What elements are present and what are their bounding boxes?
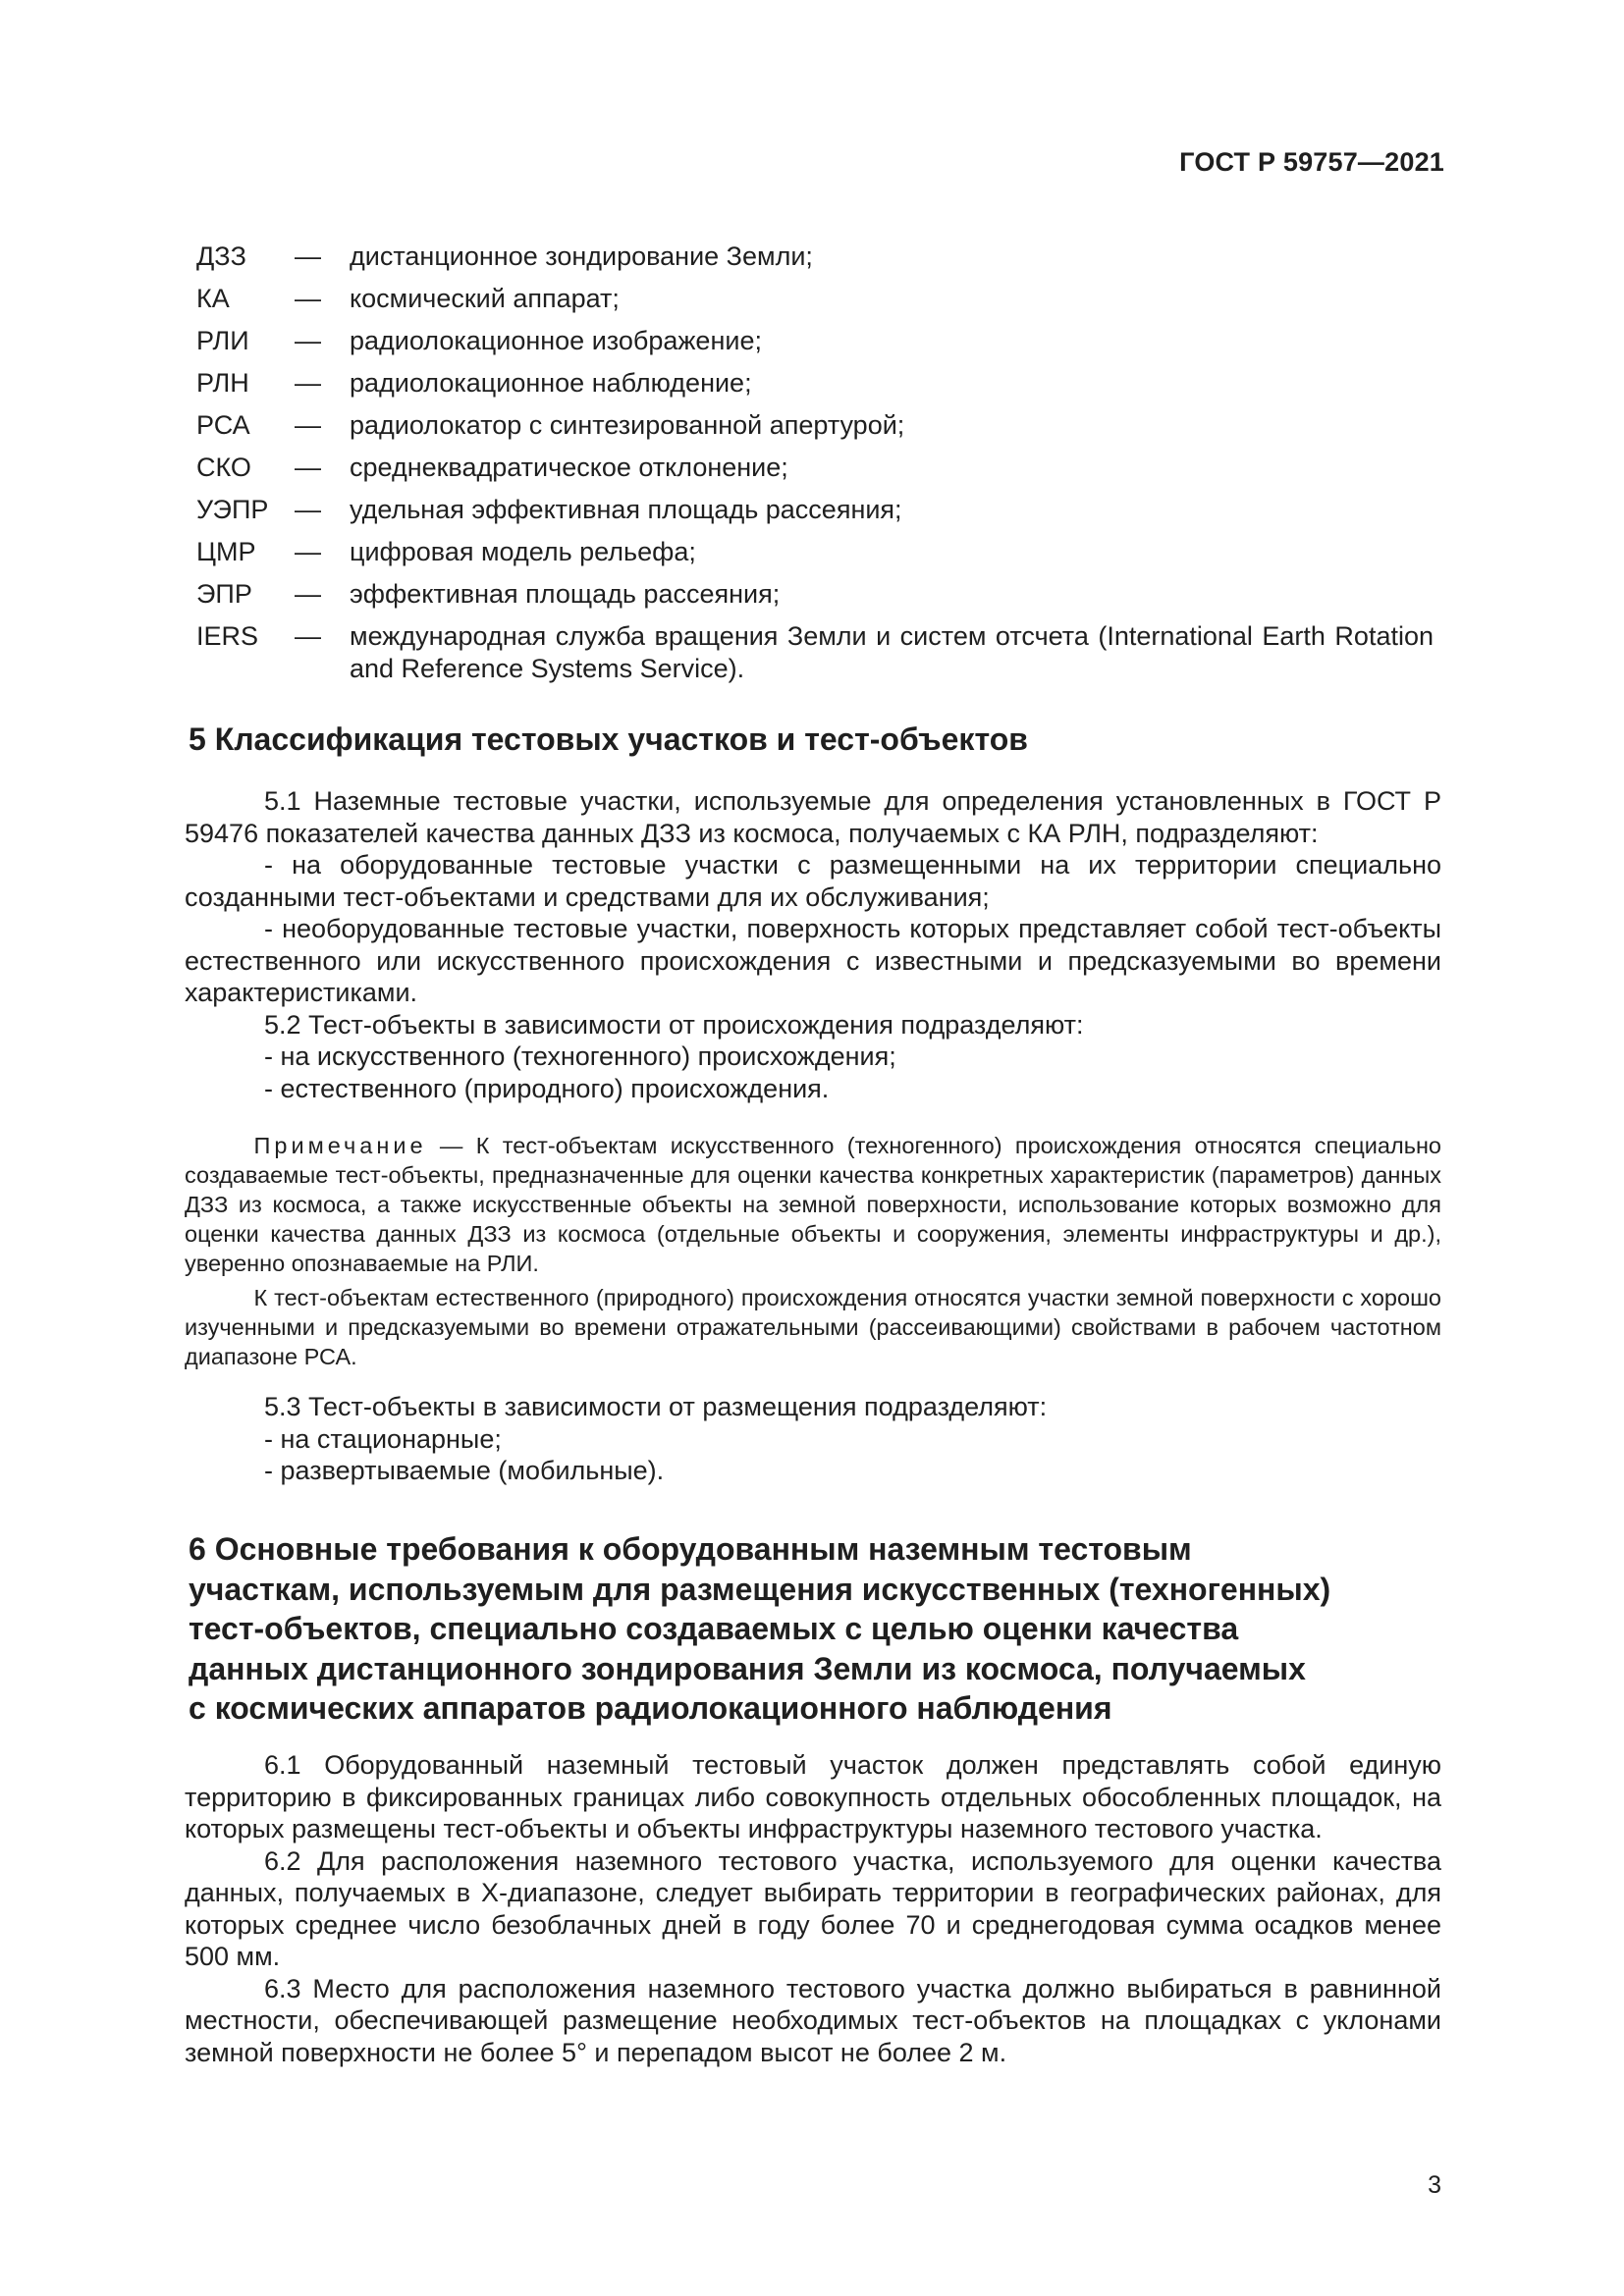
abbreviation-row xyxy=(196,404,1434,447)
note xyxy=(185,1131,1441,1278)
abbreviation-dash: — xyxy=(295,410,321,440)
heading-line: данных дистанционного зондирования Земли из космоса, получаемых xyxy=(189,1650,1306,1686)
abbreviation-row xyxy=(196,489,1434,531)
list-item: - естественного (природного) происхождения. xyxy=(264,1073,830,1103)
abbreviation-dash: — xyxy=(295,241,321,271)
heading-line: с космических аппаратов радиолокационного наблюдения xyxy=(189,1690,1112,1726)
abbreviation-row xyxy=(196,278,1434,320)
section-5-heading: 5 Классификация тестовых участков и тест-объектов xyxy=(189,721,1028,757)
abbreviation-dash: — xyxy=(295,621,321,651)
abbreviation-definition: космический аппарат; xyxy=(350,284,620,313)
list-item: - на искусственного (техногенного) происхождения; xyxy=(264,1041,896,1071)
abbreviation-dash: — xyxy=(295,579,321,609)
abbreviation-term: РСА xyxy=(196,410,250,440)
abbreviation-row xyxy=(196,320,1434,362)
list-item: - необорудованные тестовые участки, поверхность которых представляет собой тест-объекты естественного или искусственного происхождения с известными и предсказуемыми во времени характеристиками. xyxy=(185,914,1441,1007)
abbreviation-term: ЭПР xyxy=(196,579,252,609)
abbreviation-row xyxy=(196,362,1434,404)
abbreviation-row xyxy=(196,447,1434,489)
list-item: - на стационарные; xyxy=(264,1423,502,1454)
abbreviation-dash: — xyxy=(295,495,321,524)
abbreviation-row xyxy=(196,573,1434,615)
note-continuation xyxy=(185,1283,1441,1371)
abbreviation-dash: — xyxy=(295,453,321,482)
abbreviation-term: РЛИ xyxy=(196,326,249,355)
paragraph-6-2: 6.2 Для расположения наземного тестового участка, используемого для оценки качества данных, получаемых в Х-диапазоне, следует выбирать территории в географических районах, для которых среднее число безоблачных дней в году более 70 и среднегодовая сумма осадков менее 500 мм. xyxy=(185,1845,1441,1971)
note-text: — К тест-объектам искусственного (техногенного) происхождения относятся специально создаваемые тест-объекты, предназначенные для оценки качества конкретных характеристик (параметров) данных ДЗЗ из космоса, а также искусственные объекты на земной поверхности, использование которых возможно для оценки качества данных ДЗЗ из космоса (отдельные объекты и сооружения, элементы инфраструктуры и др.), уверенно опознаваемые на РЛИ. xyxy=(185,1133,1441,1276)
list-item: - на оборудованные тестовые участки с размещенными на их территории специально созданными тест-объектами и средствами для их обслуживания; xyxy=(185,850,1441,912)
abbreviation-term: КА xyxy=(196,284,230,313)
abbreviation-definition: дистанционное зондирование Земли; xyxy=(350,241,813,271)
section-5-paragraphs xyxy=(185,785,1441,1104)
section-6-heading xyxy=(189,1529,1445,1729)
heading-line: тест-объектов, специально создаваемых с целью оценки качества xyxy=(189,1611,1239,1646)
section-5-3-paragraphs xyxy=(185,1391,1441,1487)
abbreviation-definition: эффективная площадь рассеяния; xyxy=(350,579,781,609)
paragraph-6-3: 6.3 Место для расположения наземного тестового участка должно выбираться в равнинной местности, обеспечивающей размещение необходимых тест-объектов на площадках с уклонами земной поверхности не более 5° и перепадом высот не более 2 м. xyxy=(185,1973,1441,2067)
abbreviation-definition: международная служба вращения Земли и систем отсчета (International Earth Rotation and Reference Systems Service). xyxy=(350,621,1434,683)
abbreviation-definition: цифровая модель рельефа; xyxy=(350,537,696,566)
section-6-paragraphs xyxy=(185,1749,1441,2068)
paragraph-5-3: 5.3 Тест-объекты в зависимости от размещения подразделяют: xyxy=(264,1392,1048,1421)
abbreviation-row xyxy=(196,615,1434,690)
abbreviation-dash: — xyxy=(295,368,321,398)
abbreviation-dash: — xyxy=(295,326,321,355)
abbreviation-row xyxy=(196,531,1434,573)
paragraph-6-1: 6.1 Оборудованный наземный тестовый участок должен представлять собой единую территорию в фиксированных границах либо совокупность отдельных обособленных площадок, на которых размещены тест-объекты и объекты инфраструктуры наземного тестового участка. xyxy=(185,1750,1441,1843)
paragraph-5-1: 5.1 Наземные тестовые участки, используемые для определения установленных в ГОСТ Р 59476 показателей качества данных ДЗЗ из космоса, получаемых с КА РЛН, подразделяют: xyxy=(185,786,1441,848)
paragraph-5-2: 5.2 Тест-объекты в зависимости от происхождения подразделяют: xyxy=(264,1009,1084,1040)
abbreviation-term: ЦМР xyxy=(196,537,256,566)
document-header: ГОСТ Р 59757—2021 xyxy=(1179,147,1444,177)
abbreviation-term: ДЗЗ xyxy=(196,241,246,271)
abbreviation-definition: радиолокационное наблюдение; xyxy=(350,368,752,398)
page-number: 3 xyxy=(1428,2171,1441,2199)
abbreviation-definition: радиолокационное изображение; xyxy=(350,326,762,355)
note-text-2: К тест-объектам естественного (природного) происхождения относятся участки земной поверхности с хорошо изученными и предсказуемыми во времени отражательными (рассеивающими) свойствами в рабочем частотном диапазоне РСА. xyxy=(185,1285,1441,1369)
abbreviation-dash: — xyxy=(295,284,321,313)
abbreviation-list xyxy=(196,236,1434,690)
abbreviation-definition: удельная эффективная площадь рассеяния; xyxy=(350,495,902,524)
abbreviation-definition: радиолокатор с синтезированной апертурой; xyxy=(350,410,905,440)
abbreviation-term: УЭПР xyxy=(196,495,269,524)
abbreviation-term: IERS xyxy=(196,621,259,651)
abbreviation-term: РЛН xyxy=(196,368,249,398)
abbreviation-dash: — xyxy=(295,537,321,566)
note-label: Примечание xyxy=(253,1133,427,1158)
heading-line: участкам, используемым для размещения искусственных (техногенных) xyxy=(189,1571,1331,1607)
list-item: - развертываемые (мобильные). xyxy=(264,1456,665,1485)
abbreviation-definition: среднеквадратическое отклонение; xyxy=(350,453,788,482)
abbreviation-term: СКО xyxy=(196,453,251,482)
heading-line: 6 Основные требования к оборудованным наземным тестовым xyxy=(189,1531,1192,1567)
abbreviation-row xyxy=(196,236,1434,278)
